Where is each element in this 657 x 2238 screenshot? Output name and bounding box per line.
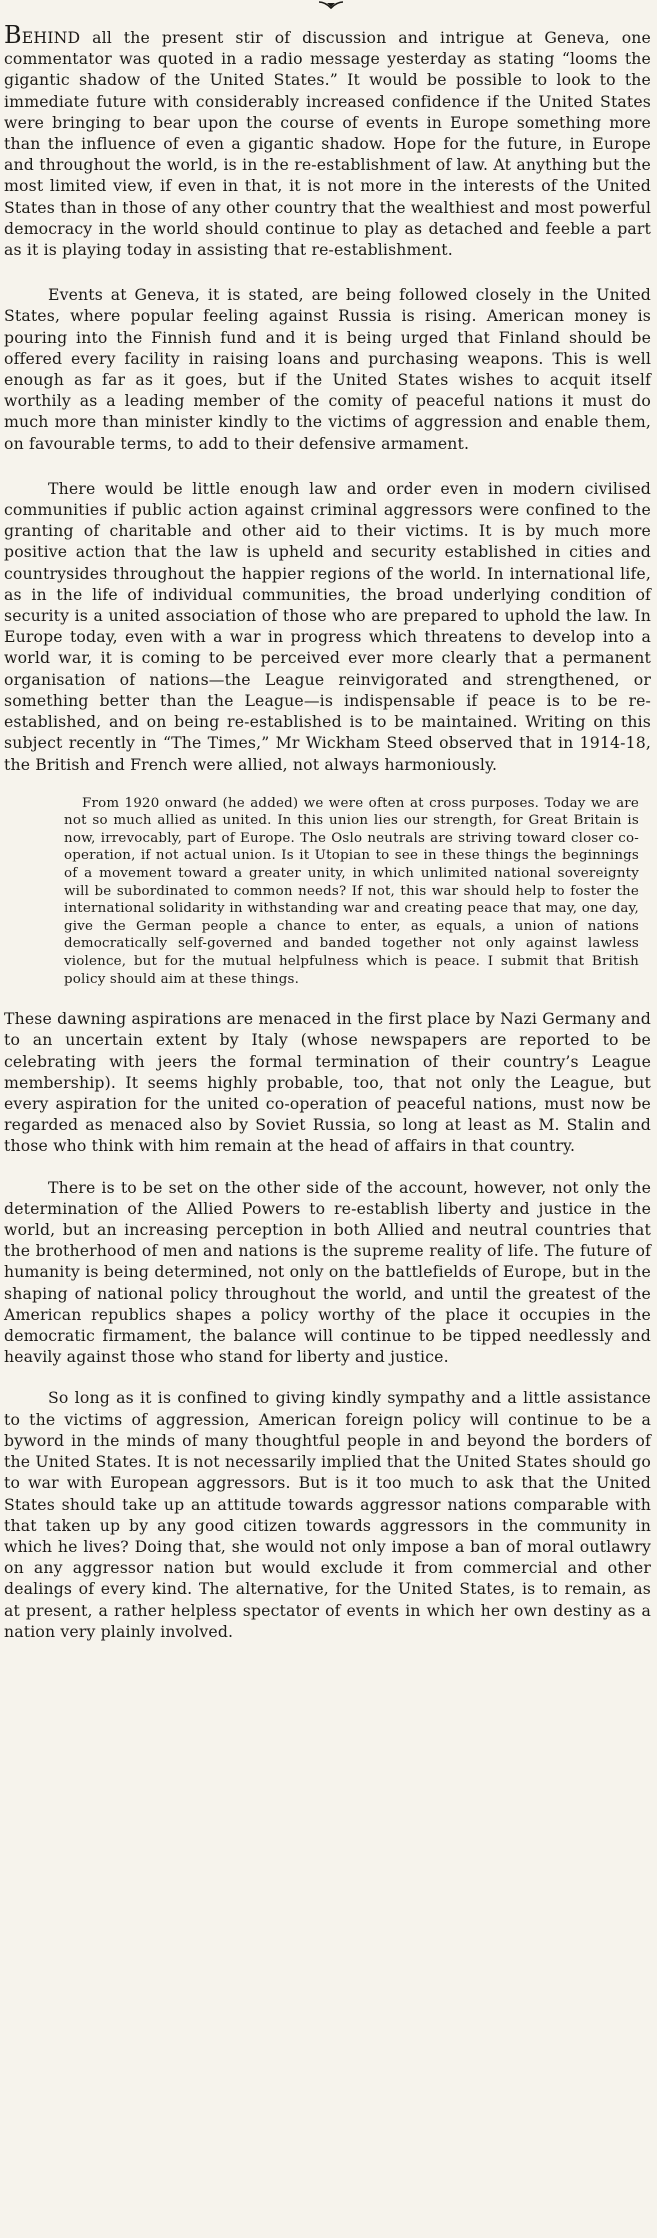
paragraph-2: Events at Geneva, it is stated, are being followed closely in the United States, where popular feeling against Russia is rising. American money is pouring into the Finnish fund and it is being urged that Finland should be offered every facility in raising loans and purchasing weapons. This is well enough as far as it goes, but if the United States wishes to acquit itself worthily as a leading member of the comity of peaceful nations it must do much more than minister kindly to the victims of aggression and enable them, on favourable terms, to add to their defensive armament.: [4, 285, 651, 453]
paragraph-3: There would be little enough law and order even in modern civilised communities if public action against criminal aggressors were confined to the granting of charitable and other aid to their victims. It is by much more positive action that the law is upheld and security established in cities and countrysides throughout the happier regions of the world. In international life, as in the life of individual communities, the broad underlying condition of security is a united association of those who are prepared to uphold the law. In Europe today, even with a war in progress which threatens to develop into a world war, it is coming to be perceived ever more clearly that a permanent organisation of nations—the League reinvigorated and strengthened, or something better than the League—is indispensable if peace is to be re-established, and on being re-established is to be maintained. Writing on this subject recently in “The Times,” Mr Wickham Steed observed that in 1914-18, the British and French were allied, not always harmoniously.: [4, 478, 651, 774]
block-quote: From 1920 onward (he added) we were often at cross purposes. Today we are not so much allied as united. In this union lies our strength, for Great Britain is now, irrevocably, part of Europe. The Oslo neutrals are striving toward closer co-operation, if not actual union. Is it Utopian to see in these things the beginnings of a movement toward a greater unity, in which unlimited national sovereignty will be subordinated to common needs? If not, this war should help to foster the international solidarity in withstanding war and creating peace that may, one day, give the German people a chance to enter, as equals, a union of nations democratically self-governed and banded together not only against lawless violence, but for the mutual helpfulness which is peace. I submit that British policy should aim at these things.: [64, 795, 639, 987]
paragraph-6: So long as it is confined to giving kindly sympathy and a little assistance to the victims of aggression, American foreign policy will continue to be a byword in the minds of many thoughtful people in and beyond the borders of the United States. It is not necessarily implied that the United States should go to war with European aggressors. But is it too much to ask that the United States should take up an attitude towards aggressor nations comparable with that taken up by any good citizen towards aggressors in the community in which he lives? Doing that, she would not only impose a ban of moral outlawry on any aggressor nation but would exclude it from commercial and other dealings of every kind. The alternative, for the United States, is to remain, as at present, a rather helpless spectator of events in which her own destiny as a nation very plainly involved.: [4, 1388, 651, 1641]
paragraph-1: [4, 0, 651, 260]
ornament-icon: [318, 0, 344, 10]
paragraph-4: These dawning aspirations are menaced in the first place by Nazi Germany and to an uncertain extent by Italy (whose newspapers are reported to be celebrating with jeers the formal termination of their country’s League membership). It seems highly probable, too, that not only the League, but every aspiration for the united co-operation of peaceful nations, must now be regarded as menaced also by Soviet Russia, so long at least as M. Stalin and those who think with him remain at the head of affairs in that country.: [4, 1009, 651, 1156]
paragraph-1-text: EHIND all the present stir of discussion and intrigue at Geneva, one commentator was quoted in a radio message yesterday as stating “looms the gigantic shadow of the United States.” It would be possible to look to the immediate future with considerably increased confidence if the United States were bringing to bear upon the course of events in Europe something more than the influence of even a gigantic shadow. Hope for the future, in Europe and throughout the world, is in the re-establishment of law. At anything but the most limited view, if even in that, it is not more in the interests of the United States than in those of any other country that the wealthiest and most powerful democracy in the world should continue to play as detached and feeble a part as it is playing today in assisting that re-establishment.: [4, 28, 651, 260]
drop-cap: B: [4, 21, 22, 49]
paragraph-5: There is to be set on the other side of the account, however, not only the determination of the Allied Powers to re-establish liberty and justice in the world, but an increasing perception in both Allied and neutral countries that the brotherhood of men and nations is the supreme reality of life. The future of humanity is being determined, not only on the battlefields of Europe, but in the shaping of national policy throughout the world, and until the greatest of the American republics shapes a policy worthy of the place it occupies in the democratic firmament, the balance will continue to be tipped needlessly and heavily against those who stand for liberty and justice.: [4, 1177, 651, 1367]
